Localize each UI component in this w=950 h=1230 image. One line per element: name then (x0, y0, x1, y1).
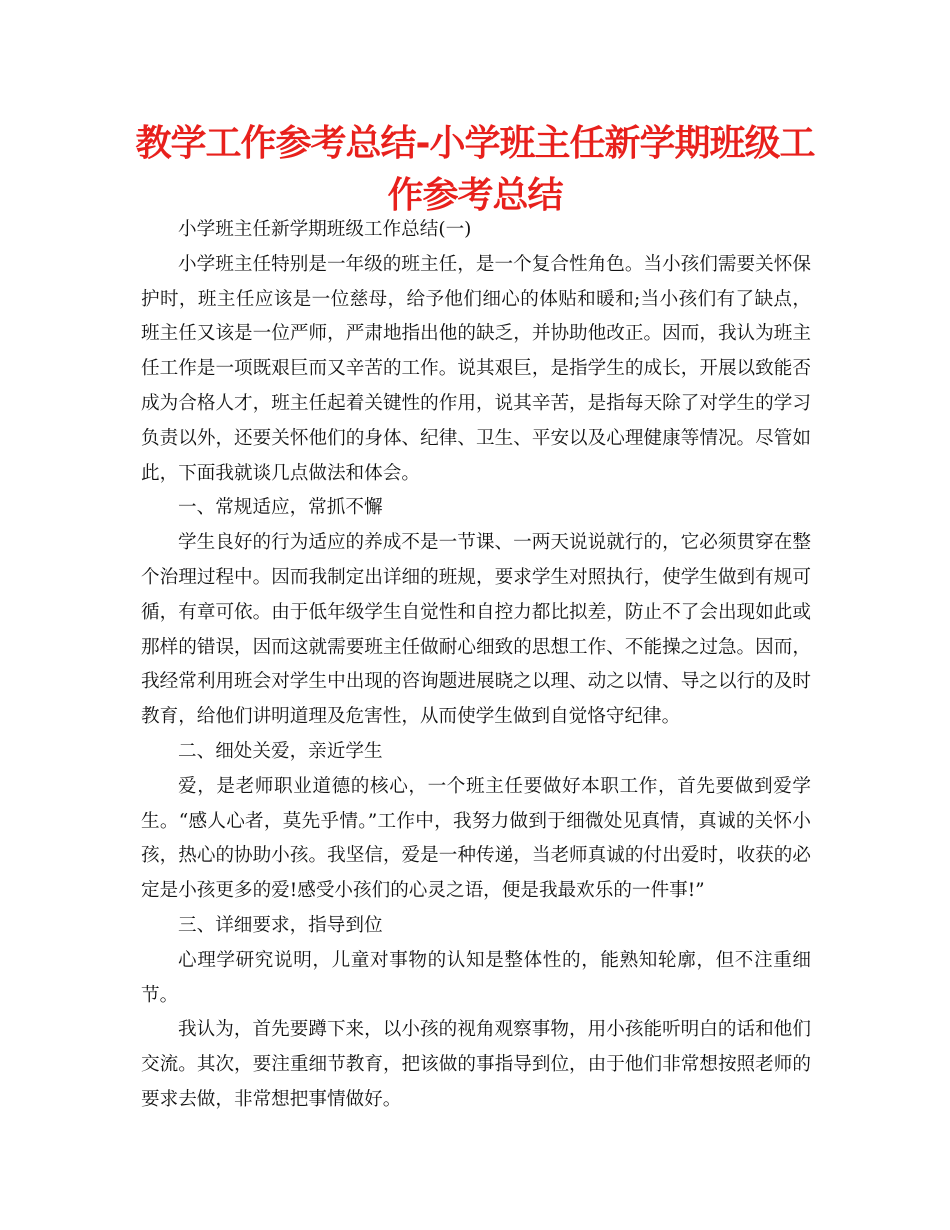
body-paragraph: 我认为，首先要蹲下来，以小孩的视角观察事物，用小孩能听明白的话和他们交流。其次，要注重细节教育，把该做的事指导到位，由于他们非常想按照老师的要求去做，非常想把事情做好。 (141, 1019, 811, 1110)
section-heading: 小学班主任新学期班级工作总结(一) (178, 219, 472, 240)
section-heading: 一、常规适应，常抓不懈 (178, 497, 383, 519)
document-body (141, 213, 811, 1118)
document-title: 教学工作参考总结-小学班主任新学期班级工作参考总结 (135, 123, 815, 216)
section-heading: 三、详细要求，指导到位 (178, 914, 383, 936)
section-heading: 二、细处关爱，亲近学生 (178, 740, 383, 762)
body-paragraph: 学生良好的行为适应的养成不是一节课、一两天说说就行的，它必须贯穿在整个治理过程中。因而我制定出详细的班规，要求学生对照执行，使学生做到有规可循，有章可依。由于低年级学生自觉性和自控力都比拟差，防止不了会出现如此或那样的错误，因而这就需要班主任做耐心细致的思想工作、不能操之过急。因而，我经常利用班会对学生中出现的咨询题进展晓之以理、动之以情、导之以行的及时教育，给他们讲明道理及危害性，从而使学生做到自觉恪守纪律。 (141, 532, 811, 728)
body-paragraph: 小学班主任特别是一年级的班主任，是一个复合性角色。当小孩们需要关怀保护时，班主任应该是一位慈母，给予他们细心的体贴和暖和;当小孩们有了缺点，班主任又该是一位严师，严肃地指出他的缺乏，并协助他改正。因而，我认为班主任工作是一项既艰巨而又辛苦的工作。说其艰巨，是指学生的成长，开展以致能否成为合格人才，班主任起着关键性的作用，说其辛苦，是指每天除了对学生的学习负责以外，还要关怀他们的身体、纪律、卫生、平安以及心理健康等情况。尽管如此，下面我就谈几点做法和体会。 (141, 253, 811, 484)
body-paragraph: 爱，是老师职业道德的核心，一个班主任要做好本职工作，首先要做到爱学生。“感人心者，莫先乎情。”工作中，我努力做到于细微处见真情，真诚的关怀小孩，热心的协助小孩。我坚信，爱是一种传递，当老师真诚的付出爱时，收获的必定是小孩更多的爱!感受小孩们的心灵之语，便是我最欢乐的一件事!” (141, 775, 811, 902)
body-paragraph: 心理学研究说明，儿童对事物的认知是整体性的，能熟知轮廓，但不注重细节。 (141, 949, 811, 1006)
